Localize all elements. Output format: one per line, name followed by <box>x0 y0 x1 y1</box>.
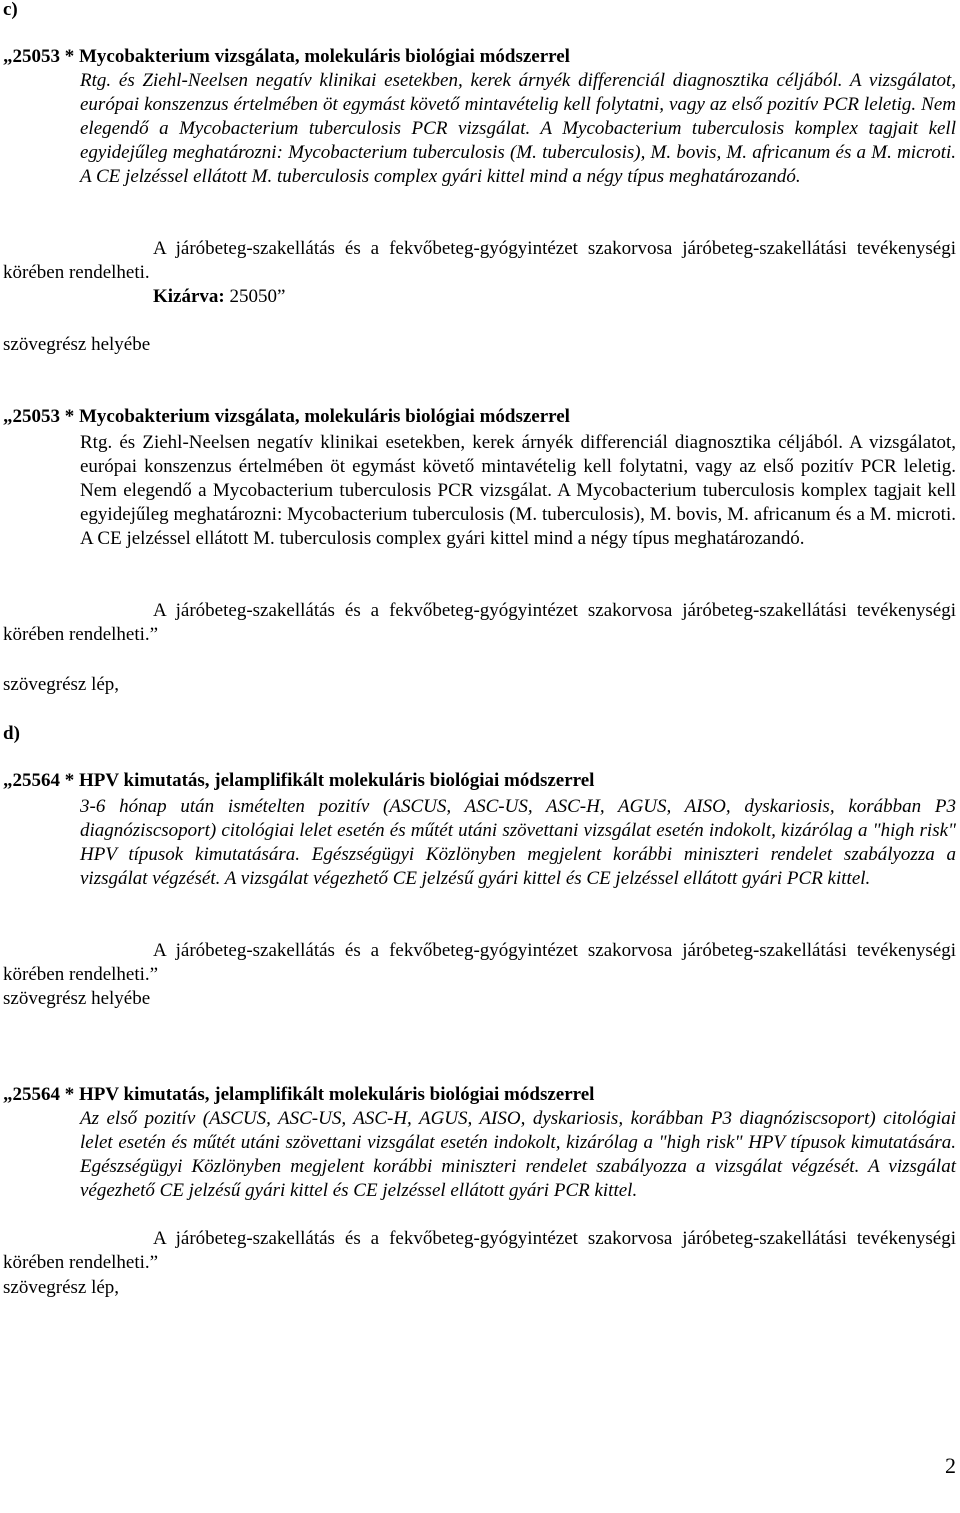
c-replace-phrase: szövegrész helyébe <box>3 334 151 355</box>
c-step-phrase: szövegrész lép, <box>3 674 120 695</box>
c-old-excluded <box>153 285 285 309</box>
c-old-care-text: A járóbeteg-szakellátás és a fekvőbeteg-gyógyintézet szakorvosa járóbeteg-szakellátási tevékenységi körében rendelheti. <box>3 238 956 283</box>
c-new-description: Rtg. és Ziehl-Neelsen negatív klinikai esetekben, kerek árnyék differenciál diagnosztika céljából. A vizsgálatot, európai konszenzus értelmében öt egymást követő mintavételig kell folytatni, vagy az első pozitív PCR leletig. Nem elegendő a Mycobacterium tuberculosis PCR vizsgálat. A Mycobacterium tuberculosis komplex tagjait kell egyidejűleg meghatározni: Mycobacterium tuberculosis (M. tuberculosis), M. bovis, M. africanum és a M. microti. A CE jelzéssel ellátott M. tuberculosis complex gyári kittel mind a négy típus meghatározandó. <box>80 432 956 549</box>
c-new-title: „25053 * Mycobakterium vizsgálata, molekuláris biológiai módszerrel <box>3 406 570 427</box>
c-old-excluded-label: Kizárva: <box>153 286 225 307</box>
d-old-description: 3-6 hónap után ismételten pozitív (ASCUS, ASC-US, ASC-H, AGUS, AISO, dyskariosis, korábban P3 diagnóziscsoport) citológiai lelet esetén és műtét utáni szövettani vizsgálat esetén indokolt, kizárólag a "high risk" HPV típusok kimutatására. Egészségügyi Közlönyben megjelent korábbi miniszteri rendelet szabályozza a vizsgálat végzését. A vizsgálat végezhető CE jelzésű gyári kittel és CE jelzéssel ellátott gyári PCR kittel. <box>80 796 956 889</box>
c-new-care-text: A járóbeteg-szakellátás és a fekvőbeteg-gyógyintézet szakorvosa járóbeteg-szakellátási tevékenységi körében rendelheti.” <box>3 600 956 645</box>
d-old-care-text: A járóbeteg-szakellátás és a fekvőbeteg-gyógyintézet szakorvosa járóbeteg-szakellátási tevékenységi körében rendelheti.” <box>3 940 956 985</box>
d-new-care-text: A járóbeteg-szakellátás és a fekvőbeteg-gyógyintézet szakorvosa járóbeteg-szakellátási tevékenységi körében rendelheti.” <box>3 1228 956 1273</box>
section-label-d: d) <box>3 723 20 744</box>
c-old-description: Rtg. és Ziehl-Neelsen negatív klinikai esetekben, kerek árnyék differenciál diagnosztika céljából. A vizsgálatot, európai konszenzus értelmében öt egymást követő mintavételig kell folytatni, vagy az első pozitív PCR leletig. Nem elegendő a Mycobacterium tuberculosis PCR vizsgálat. A Mycobacterium tuberculosis komplex tagjait kell egyidejűleg meghatározni: Mycobacterium tuberculosis (M. tuberculosis), M. bovis, M. africanum és a M. microti. A CE jelzéssel ellátott M. tuberculosis complex gyári kittel mind a négy típus meghatározandó. <box>80 70 956 187</box>
c-old-title: „25053 * Mycobakterium vizsgálata, molekuláris biológiai módszerrel <box>3 46 570 67</box>
page-number: 2 <box>945 1453 956 1478</box>
d-step-phrase: szövegrész lép, <box>3 1277 120 1298</box>
d-new-description: Az első pozitív (ASCUS, ASC-US, ASC-H, AGUS, AISO, dyskariosis, korábban P3 diagnóziscsoport) citológiai lelet esetén és műtét utáni szövettani vizsgálat esetén indokolt, kizárólag a "high risk" HPV típusok kimutatására. Egészségügyi Közlönyben megjelent korábbi miniszteri rendelet szabályozza a vizsgálat végzését. A vizsgálat végezhető CE jelzésű gyári kittel és CE jelzéssel ellátott gyári PCR kittel. <box>80 1108 956 1201</box>
d-new-title: „25564 * HPV kimutatás, jelamplifikált molekuláris biológiai módszerrel <box>3 1084 595 1105</box>
d-replace-phrase: szövegrész helyébe <box>3 988 151 1009</box>
c-old-excluded-value: 25050” <box>224 286 286 307</box>
section-label-c: c) <box>3 0 18 20</box>
d-old-title: „25564 * HPV kimutatás, jelamplifikált molekuláris biológiai módszerrel <box>3 770 595 791</box>
